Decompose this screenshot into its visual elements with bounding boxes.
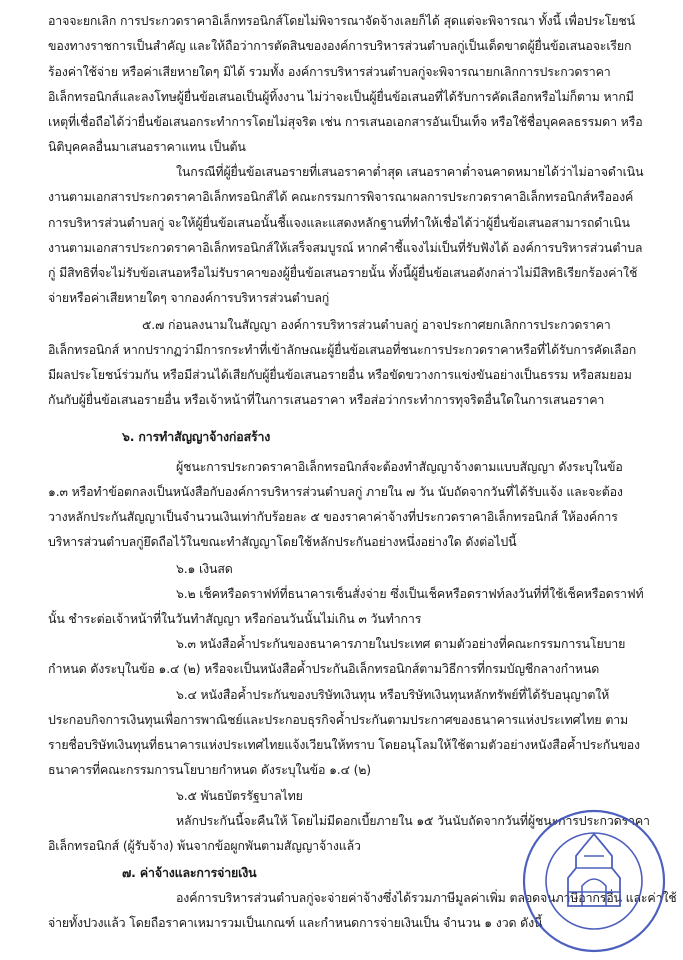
clause-6-2: ๖.๒ เช็คหรือดราฟท์ที่ธนาคารเซ็นสั่งจ่าย ซึ่งเป็นเช็คหรือดราฟท์ลงวันที่ที่ใช้เช็คหรือดราฟท์: [176, 586, 644, 601]
paragraph-line: นิติบุคคลอื่นมาเสนอราคาแทน เป็นต้น: [48, 139, 246, 154]
paragraph-line: องค์การบริหารส่วนตำบลกู่จะจ่ายค่าจ้างซึ่งได้รวมภาษีมูลค่าเพิ่ม ตลอดจนภาษีอากรอื่น และค่าใช้: [176, 890, 677, 905]
paragraph-line: หลักประกันนี้จะคืนให้ โดยไม่มีดอกเบี้ยภายใน ๑๕ วันนับถัดจากวันที่ผู้ชนะการประกวดราคา: [176, 813, 650, 828]
paragraph-line: อาจจะยกเลิก การประกวดราคาอิเล็กทรอนิกส์โดยไม่พิจารณาจัดจ้างเลยก็ได้ สุดแต่จะพิจารณา ทั้งนี้ เพื่อประโยชน์: [48, 13, 635, 28]
paragraph-line: ร้องค่าใช้จ่าย หรือค่าเสียหายใดๆ มิได้ รวมทั้ง องค์การบริหารส่วนตำบลกู่จะพิจารณายกเลิกการประกวดราคา: [48, 64, 611, 79]
paragraph-line: การบริหารส่วนตำบลกู่ จะให้ผู้ยื่นข้อเสนอนั้นชี้แจงและแสดงหลักฐานที่ทำให้เชื่อได้ว่าผู้ยื่นข้อเสนอสามารถดำเนิน: [48, 215, 630, 230]
paragraph-line: ผู้ชนะการประกวดราคาอิเล็กทรอนิกส์จะต้องทำสัญญาจ้างตามแบบสัญญา ดังระบุในข้อ: [176, 459, 623, 474]
paragraph-line: จ่ายทั้งปวงแล้ว โดยถือราคาเหมารวมเป็นเกณฑ์ และกำหนดการจ่ายเงินเป็น จำนวน ๑ งวด ดังนี้: [48, 915, 543, 930]
official-seal-stamp: [516, 806, 672, 956]
paragraph-line: เหตุที่เชื่อถือได้ว่ายื่นข้อเสนอกระทำการโดยไม่สุจริต เช่น การเสนอเอกสารอันเป็นเท็จ หรือใช้ชื่อบุคคลธรรมดา หรือ: [48, 114, 643, 129]
paragraph-line: อิเล็กทรอนิกส์ (ผู้รับจ้าง) พ้นจากข้อผูกพันตามสัญญาจ้างแล้ว: [48, 838, 361, 853]
paragraph-line: บริหารส่วนตำบลกู่ยึดถือไว้ในขณะทำสัญญาโดยใช้หลักประกันอย่างหนึ่งอย่างใด ดังต่อไปนี้: [48, 534, 517, 549]
paragraph-line: วางหลักประกันสัญญาเป็นจำนวนเงินเท่ากับร้อยละ ๕ ของราคาค่าจ้างที่ประกวดราคาอิเล็กทรอนิกส์ ให้องค์การ: [48, 509, 618, 524]
paragraph-line: อิเล็กทรอนิกส์และลงโทษผู้ยื่นข้อเสนอเป็นผู้ทิ้งงาน ไม่ว่าจะเป็นผู้ยื่นข้อเสนอที่ได้รับการคัดเลือกหรือไม่ก็ตาม หากมี: [48, 89, 634, 104]
paragraph-line: กำหนด ดังระบุในข้อ ๑.๔ (๒) หรือจะเป็นหนังสือค้ำประกันอิเล็กทรอนิกส์ตามวิธีการที่กรมบัญชีกลางกำหนด: [48, 661, 600, 676]
clause-6-1: ๖.๑ เงินสด: [176, 561, 233, 576]
paragraph-line: งานตามเอกสารประกวดราคาอิเล็กทรอนิกส์ได้ คณะกรรมการพิจารณาผลการประกวดราคาอิเล็กทรอนิกส์หรือองค์: [48, 189, 634, 204]
section-6-heading: ๖. การทำสัญญาจ้างก่อสร้าง: [122, 429, 271, 444]
paragraph-line: ในกรณีที่ผู้ยื่นข้อเสนอรายที่เสนอราคาต่ำสุด เสนอราคาต่ำจนคาดหมายได้ว่าไม่อาจดำเนิน: [176, 164, 644, 179]
paragraph-line: งานตามเอกสารประกวดราคาอิเล็กทรอนิกส์ให้เสร็จสมบูรณ์ หากคำชี้แจงไม่เป็นที่รับฟังได้ องค์การบริหารส่วนตำบล: [48, 240, 643, 255]
paragraph-line: ๑.๓ หรือทำข้อตกลงเป็นหนังสือกับองค์การบริหารส่วนตำบลกู่ ภายใน ๗ วัน นับถัดจากวันที่ได้รับแจ้ง และจะต้อง: [48, 484, 623, 499]
clause-6-5: ๖.๕ พันธบัตรรัฐบาลไทย: [176, 788, 303, 803]
paragraph-line: ธนาคารที่คณะกรรมการนโยบายกำหนด ดังระบุในข้อ ๑.๔ (๒): [48, 762, 371, 777]
paragraph-line: จ่ายหรือค่าเสียหายใดๆ จากองค์การบริหารส่วนตำบลกู่: [48, 290, 330, 305]
clause-6-4: ๖.๔ หนังสือค้ำประกันของบริษัทเงินทุน หรือบริษัทเงินทุนหลักทรัพย์ที่ได้รับอนุญาตให้: [176, 687, 610, 702]
paragraph-line: ของทางราชการเป็นสำคัญ และให้ถือว่าการตัดสินขององค์การบริหารส่วนตำบลกู่เป็นเด็ดขาดผู้ยื่นข้อเสนอจะเรียก: [48, 38, 632, 53]
clause-6-3: ๖.๓ หนังสือค้ำประกันของธนาคารภายในประเทศ ตามตัวอย่างที่คณะกรรมการนโยบาย: [176, 636, 626, 651]
paragraph-line: อิเล็กทรอนิกส์ หากปรากฏว่ามีการกระทำที่เข้าลักษณะผู้ยื่นข้อเสนอที่ชนะการประกวดราคาหรือที่ได้รับการคัดเลือก: [48, 342, 637, 357]
clause-5-7: ๕.๗ ก่อนลงนามในสัญญา องค์การบริหารส่วนตำบลกู่ อาจประกาศยกเลิกการประกวดราคา: [142, 317, 611, 332]
paragraph-line: รายชื่อบริษัทเงินทุนที่ธนาคารแห่งประเทศไทยแจ้งเวียนให้ทราบ โดยอนุโลมให้ใช้ตามตัวอย่างหนังสือค้ำประกันของ: [48, 737, 640, 752]
paragraph-line: ประกอบกิจการเงินทุนเพื่อการพาณิชย์และประกอบธุรกิจค้ำประกันตามประกาศของธนาคารแห่งประเทศไทย ตาม: [48, 712, 629, 727]
paragraph-line: มีผลประโยชน์ร่วมกัน หรือมีส่วนได้เสียกับผู้ยื่นข้อเสนอรายอื่น หรือขัดขวางการแข่งขันอย่างเป็นธรรม หรือสมยอม: [48, 367, 632, 382]
paragraph-line: กันกับผู้ยื่นข้อเสนอรายอื่น หรือเจ้าหน้าที่ในการเสนอราคา หรือส่อว่ากระทำการทุจริตอื่นใดในการเสนอราคา: [48, 392, 605, 407]
paragraph-line: นั้น ชำระต่อเจ้าหน้าที่ในวันทำสัญญา หรือก่อนวันนั้นไม่เกิน ๓ วันทำการ: [48, 611, 422, 626]
section-7-heading: ๗. ค่าจ้างและการจ่ายเงิน: [122, 865, 257, 880]
paragraph-line: กู่ มีสิทธิที่จะไม่รับข้อเสนอหรือไม่รับราคาของผู้ยื่นข้อเสนอรายนั้น ทั้งนี้ผู้ยื่นข้อเสนอดังกล่าวไม่มีสิทธิเรียกร้องค่าใช้: [48, 265, 638, 280]
